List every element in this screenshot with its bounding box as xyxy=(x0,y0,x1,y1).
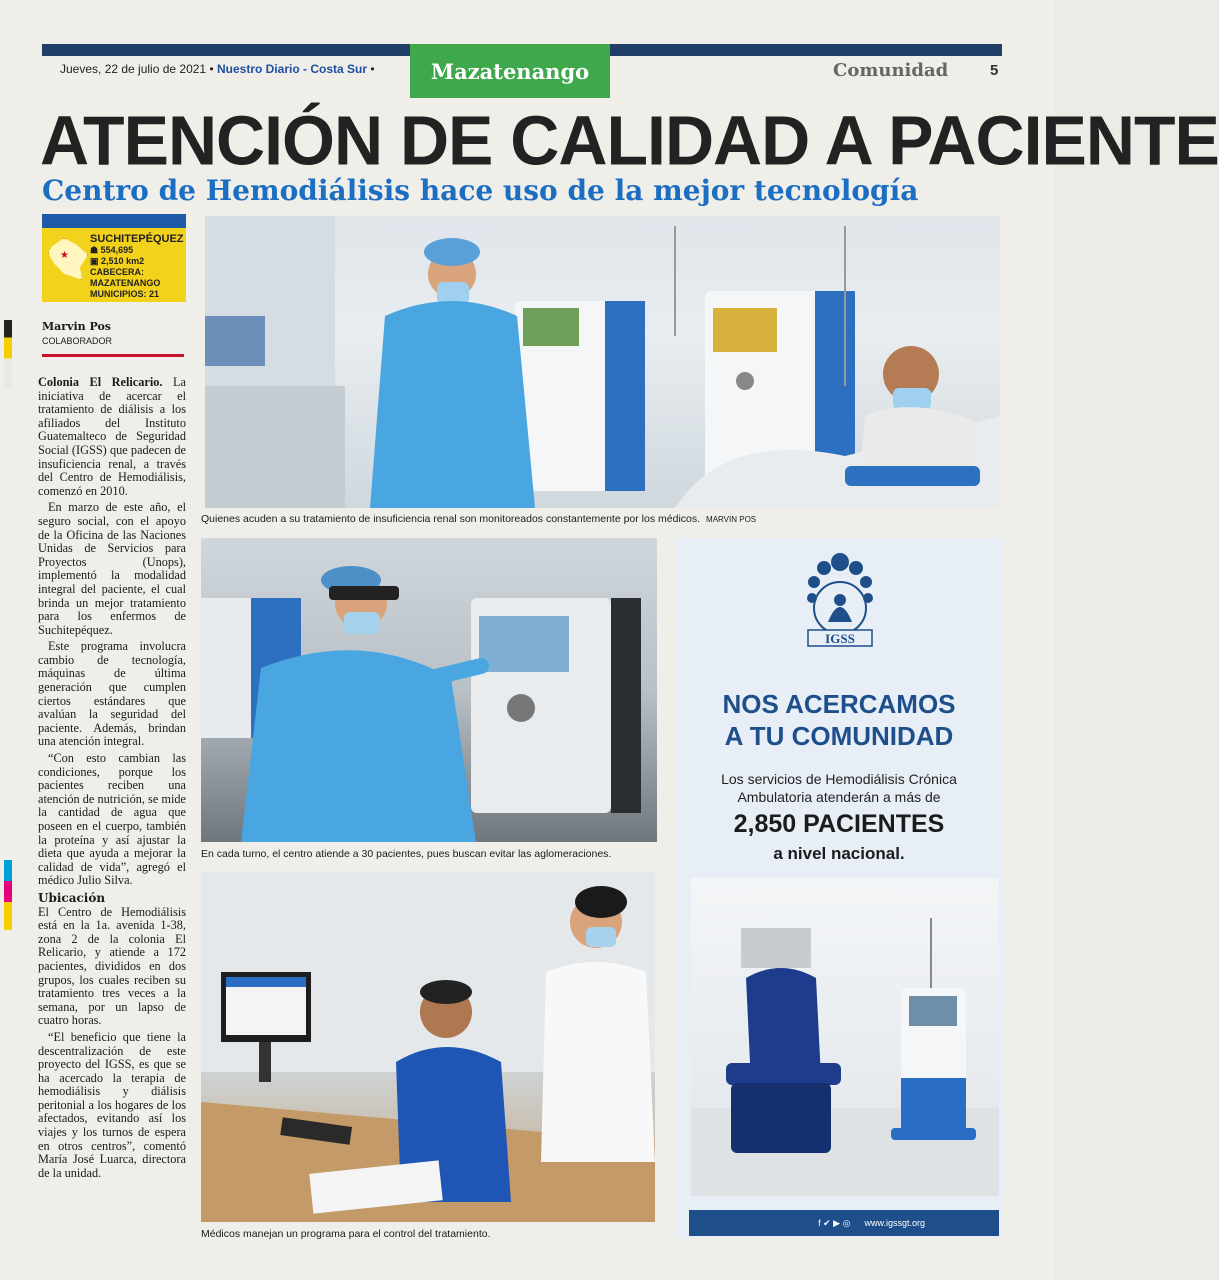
ad-photo-dialysis-chair xyxy=(691,878,999,1196)
municipalities-label: MUNICIPIOS: 21 xyxy=(90,289,160,299)
page-number: 5 xyxy=(990,62,999,79)
ad-footer-bar xyxy=(689,1210,999,1236)
infobox-text xyxy=(90,234,186,300)
section-tag: Mazatenango xyxy=(410,44,610,98)
ad-website: www.igssgt.org xyxy=(864,1218,925,1228)
ad-highlight: 2,850 PACIENTES xyxy=(733,810,945,838)
social-icons: f ✔ ▶ ◎ xyxy=(818,1218,851,1228)
article-paragraph: Este programa involucra cambio de tecnología, máquinas de última generación que cumplen ciertos estándares que avalúan la seguridad del paciente. Además, brindan una atención integral. xyxy=(38,639,186,749)
photo-dialysis-room-illustration xyxy=(205,216,1000,508)
byline-role: COLABORADOR xyxy=(42,336,113,346)
article-paragraph: “El beneficio que tiene la descentralización de este proyecto del IGSS, es que se ha acercado la terapia de hemodiálisis y diálisis peritonial a los hogares de los afectados, evitando así los viajes y los turnos de espera en otros centros”, comentó María José Luarca, directora de la unidad. xyxy=(38,1029,186,1180)
headline: ATENCIÓN DE CALIDAD A PACIENTE xyxy=(40,101,1219,181)
photo-doctors-computer xyxy=(201,872,655,1222)
subheadline: Centro de Hemodiálisis hace uso de la mejor tecnología xyxy=(42,174,919,207)
photo-doctors-computer-illustration xyxy=(201,872,655,1222)
dateline-lead: Colonia El Relicario. xyxy=(38,375,163,389)
photo-nurse-machine xyxy=(201,538,657,842)
article-paragraph: El Centro de Hemodiálisis está en la 1a. avenida 1-38, zona 2 de la colonia El Relicario, y atiende a 172 pacientes, divididos en dos grupos, los cuales reciben su tratamiento tres veces a la semana, por un lapso de cuatro horas. xyxy=(38,904,186,1028)
dateline: Jueves, 22 de julio de 2021 • Nuestro Diario - Costa Sur • xyxy=(60,62,375,76)
ad-headline: NOS ACERCAMOS A TU COMUNIDAD xyxy=(722,689,956,751)
capital-label: CABECERA: MAZATENANGO xyxy=(90,267,161,288)
article-paragraph: Colonia El Relicario. La iniciativa de acercar el tratamiento de diálisis a los afiliados del Instituto Guatemalteco de Seguridad Social (IGSS) que padecen de insuficiencia renal, a través del Centro de Hemodiálisis, comenzó en 2010. xyxy=(38,375,187,498)
population-stat: ☗ 554,695 xyxy=(90,245,134,255)
department-infobox xyxy=(42,228,186,302)
photo-caption-3: Médicos manejan un programa para el control del tratamiento. xyxy=(201,1228,491,1240)
article-paragraph: En marzo de este año, el seguro social, con el apoyo de la Oficina de las Naciones Unidas de Servicios para Proyectos (Unops), implementó la modalidad integral del paciente, el cual brinda un mejor tratamiento para los enfermos de Suchitepéquez. xyxy=(38,500,186,637)
issue-date: Jueves, 22 de julio de 2021 xyxy=(60,62,207,76)
ad-highlight-sub: a nivel nacional. xyxy=(773,844,905,863)
photo-caption-1: Quienes acuden a su tratamiento de insuficiencia renal son monitoreados constantemente por los médicos. MARVIN POS xyxy=(201,513,757,525)
article-body xyxy=(38,376,186,1183)
print-color-marks xyxy=(4,320,12,390)
photo-dialysis-room xyxy=(205,216,1000,508)
print-color-marks-lower xyxy=(4,860,12,930)
byline-rule xyxy=(42,354,184,357)
location-pin-icon: ★ xyxy=(60,250,69,261)
igss-logo-text: IGSS xyxy=(825,631,855,646)
subsection-heading: Ubicación xyxy=(38,890,106,905)
photo-credit: MARVIN POS xyxy=(706,515,757,524)
ad-photo-illustration xyxy=(691,878,999,1196)
photo-caption-2: En cada turno, el centro atiende a 30 pacientes, pues buscan evitar las aglomeraciones. xyxy=(201,848,612,860)
publication-name: Nuestro Diario - Costa Sur xyxy=(216,62,368,76)
area-stat: ▣ 2,510 km2 xyxy=(90,256,145,266)
photo-nurse-machine-illustration xyxy=(201,538,657,842)
ad-body: Los servicios de Hemodiálisis Crónica Ambulatoria atenderán a más de xyxy=(721,771,957,805)
rubric-label: Comunidad xyxy=(833,60,949,81)
department-name: SUCHITEPÉQUEZ xyxy=(90,233,184,245)
infobox-header-bar xyxy=(42,214,186,228)
igss-advertisement xyxy=(675,538,1003,1238)
article-paragraph: “Con esto cambian las condiciones, porque los pacientes reciben una atención de nutrición, se mide la cantidad de agua que poseen en el cuerpo, también la proteína y así ajustar la dieta que ayuda a mejorar la calidad de vida”, agregó el médico Julio Silva. xyxy=(38,751,186,888)
igss-logo-icon xyxy=(800,546,880,656)
byline-author: Marvin Pos xyxy=(42,320,112,333)
